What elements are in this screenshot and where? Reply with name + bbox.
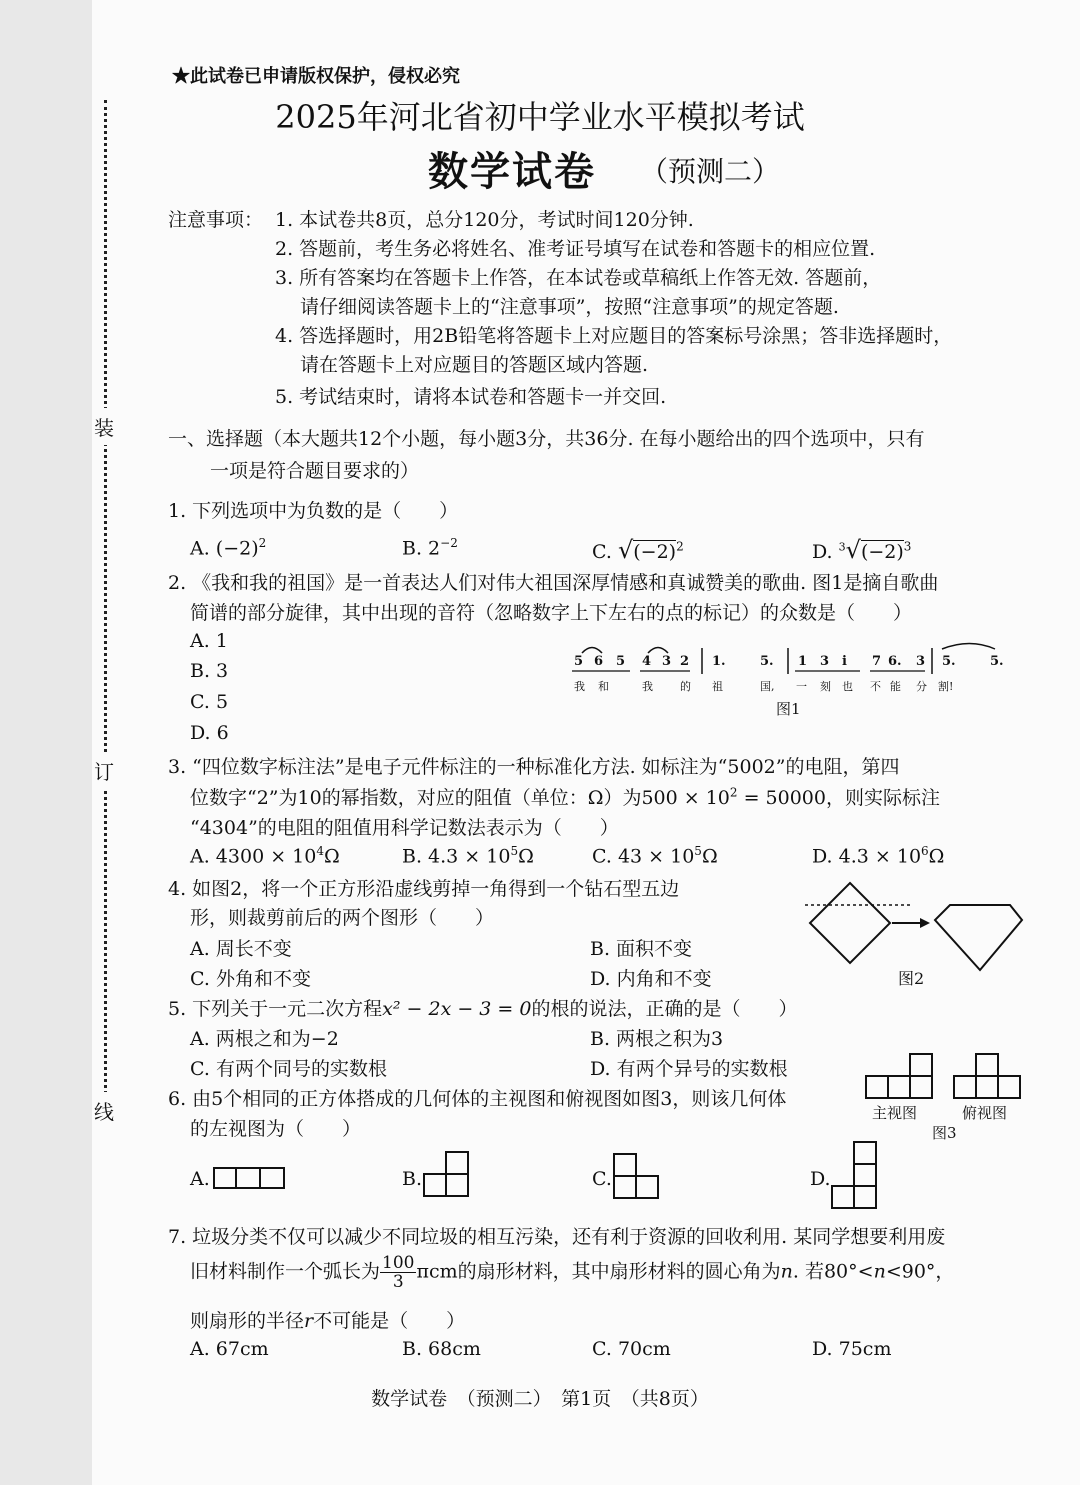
lyric: 祖 [712,680,723,693]
q4-option-a: A. 周长不变 [190,938,292,960]
q7-stem-line2: 旧材料制作一个弧长为 $\frac{100}{3}$ πcm的扇形材料，其中扇形材料的圆心角为n. 若80°<n<90°， [190,1253,955,1292]
q7-stem-line1: 7. 垃圾分类不仅可以减少不同垃圾的相互污染，还有利于资源的回收利用. 某同学想要利用废 [168,1226,946,1248]
notes-item-5: 5. 考试结束时，请将本试卷和答题卡一并交回. [275,386,667,408]
note: 5 [616,654,626,669]
q2-option-d: D. 6 [190,722,229,744]
lyric: 不 [870,680,881,693]
note: 2 [680,654,690,669]
q4-stem-line1: 4. 如图2，将一个正方形沿虚线剪掉一角得到一个钻石型五边 [168,878,680,900]
fraction-100-over-3: $\frac{100}{3}$ [382,1253,415,1292]
notes-item-2: 2. 答题前，考生务必将姓名、准考证号填写在试卷和答题卡的相应位置. [275,238,876,260]
note: 7 [872,654,882,669]
note: 3 [820,654,830,669]
figure3-front-label: 主视图 [872,1104,918,1122]
q2-option-a: A. 1 [190,630,228,652]
q6-option-c-label: C. [592,1168,612,1190]
notes-label: 注意事项： [168,209,264,231]
q5-option-d: D. 有两个异号的实数根 [590,1058,788,1080]
q3-stem-line3: “4304”的电阻的阻值用科学记数法表示为（ ） [190,817,619,839]
exam-title: 2025年河北省初中学业水平模拟考试 [275,98,805,136]
q1-stem: 1. 下列选项中为负数的是（ ） [168,500,459,522]
section-heading: 一、选择题（本大题共12个小题，每小题3分，共36分. 在每小题给出的四个选项中，只有 [168,428,925,450]
q3-option-d: D. $4.3 \times 10^6\Omega$ [812,844,945,868]
q7-stem-line3: 则扇形的半径r不可能是（ ） [190,1310,466,1332]
note: 6. [888,654,902,669]
binding-char-ding: 订 [94,752,114,789]
subject-title: 数学试卷 [428,148,596,195]
edition-label: （预测二） [640,155,781,188]
q6-option-d-label: D. [810,1168,831,1190]
q2-option-b: B. 3 [190,660,229,682]
q3-option-a: A. $4300 \times 10^4\Omega$ [190,844,340,868]
note: i [842,654,847,669]
note: 6 [594,654,604,669]
binding-char-xian: 线 [94,1092,114,1129]
q2-stem-line1: 2. 《我和我的祖国》是一首表达人们对伟大祖国深厚情感和真诚赞美的歌曲. 图1是摘自歌曲 [168,572,939,594]
notes-item-4: 4. 答选择题时，用2B铅笔将答题卡上对应题目的答案标号涂黑；答非选择题时， [275,325,953,347]
q3-option-c: C. $43 \times 10^5\Omega$ [592,844,718,868]
q4-option-d: D. 内角和不变 [590,968,712,990]
figure2-caption: 图2 [898,969,925,988]
q6-stem-line1: 6. 由5个相同的正方体搭成的几何体的主视图和俯视图如图3，则该几何体 [168,1088,787,1110]
section-heading-cont: 一项是符合题目要求的） [210,460,420,482]
q5-option-a: A. 两根之和为−2 [190,1028,339,1050]
note: 3 [916,654,926,669]
binding-char-zhuang: 装 [94,408,114,445]
q6-option-b-figure [422,1150,482,1206]
note: 5. [942,654,956,669]
q3-stem-line2: 位数字“2”为10的幂指数，对应的阻值（单位：Ω）为$500 \times 10^2 = 50000$，则实际标注 [190,785,940,809]
q2-option-c: C. 5 [190,691,229,713]
binding-dotted-line [104,100,107,1100]
lyric: 我 [574,680,585,693]
q6-option-a-label: A. [190,1168,210,1190]
q3-stem-line1: 3. “四位数字标注法”是电子元件标注的一种标准化方法. 如标注为“5002”的电阻，第四 [168,756,900,778]
notes-item-1: 1. 本试卷共8页，总分120分，考试时间120分钟. [275,209,694,231]
q1-option-a: A. $(-2)^2$ [190,536,267,560]
q6-option-c-figure [612,1152,672,1208]
q4-option-b: B. 面积不变 [590,938,693,960]
q7-option-d: D. 75cm [812,1338,892,1360]
q7-option-a: A. 67cm [190,1338,269,1360]
lyric: 一 [796,680,807,693]
copyright-notice: ★此试卷已申请版权保护，侵权必究 [172,66,460,87]
note: 5. [760,654,774,669]
page-footer: 数学试卷 （预测二） 第1页 （共8页） [371,1388,709,1410]
q1-option-b: B. $2^{-2}$ [402,536,458,560]
q6-option-d-figure [830,1140,890,1218]
lyric: 和 [598,680,609,693]
q4-option-c: C. 外角和不变 [190,968,311,990]
lyric: 我 [642,680,653,693]
notes-item-3-cont: 请仔细阅读答题卡上的“注意事项”，按照“注意事项”的规定答题. [300,296,839,318]
q5-option-c: C. 有两个同号的实数根 [190,1058,387,1080]
figure3-top-label: 俯视图 [962,1104,1008,1122]
q1-option-c: C. $√(-2)^2$ [592,536,684,564]
q1-option-d: D. $^3√(-2)^3$ [812,536,912,564]
notes-item-4-cont: 请在答题卡上对应题目的答题区域内答题. [300,354,649,376]
lyric: 刻 [820,680,831,693]
note: 3 [662,654,672,669]
note: 1. [712,654,726,669]
notes-item-3: 3. 所有答案均在答题卡上作答，在本试卷或草稿纸上作答无效. 答题前， [275,267,882,289]
figure1-caption: 图1 [776,700,801,718]
q6-option-b-label: B. [402,1168,423,1190]
lyric: 也 [842,680,853,693]
note: 5 [574,654,584,669]
note: 4 [642,654,652,669]
q7-option-b: B. 68cm [402,1338,481,1360]
figure1-notation [570,640,1010,720]
figure3-caption: 图3 [932,1124,957,1142]
note: 1 [798,654,808,669]
q3-option-b: B. $4.3 \times 10^5\Omega$ [402,844,534,868]
note: 5. [990,654,1004,669]
q4-stem-line2: 形，则裁剪前后的两个图形（ ） [190,907,495,929]
q7-option-c: C. 70cm [592,1338,671,1360]
lyric: 分 [916,680,927,693]
q6-stem-line2: 的左视图为（ ） [190,1118,362,1140]
lyric: 的 [680,680,691,693]
q5-stem: 5. 下列关于一元二次方程x² − 2x − 3 = 0的根的说法，正确的是（ ） [168,998,798,1020]
q6-option-a-figure [212,1166,292,1196]
lyric: 割! [938,680,954,693]
q5-option-b: B. 两根之积为3 [590,1028,724,1050]
q2-stem-line2: 简谱的部分旋律，其中出现的音符（忽略数字上下左右的点的标记）的众数是（ ） [190,602,913,624]
lyric: 国, [760,680,775,693]
lyric: 能 [890,680,901,693]
